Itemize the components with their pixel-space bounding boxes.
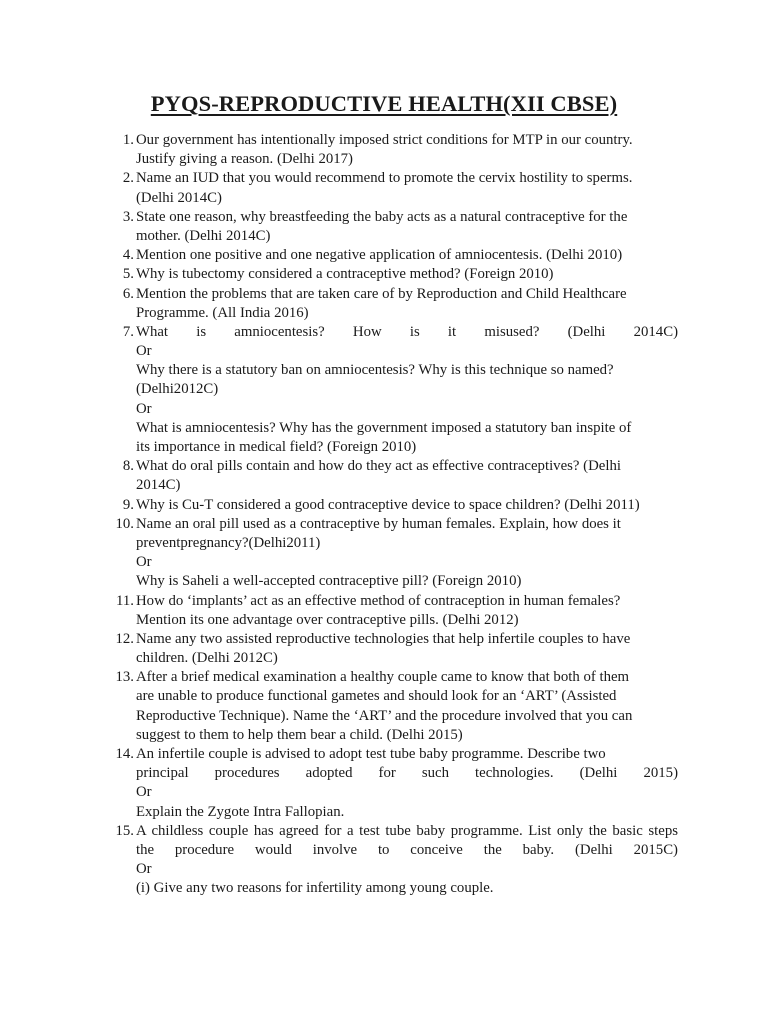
question-number: 10. bbox=[115, 515, 134, 532]
question-line bbox=[108, 496, 678, 515]
question-number: 11. bbox=[116, 592, 134, 609]
question-number: 6. bbox=[122, 285, 134, 302]
question-line bbox=[108, 131, 678, 150]
question-line bbox=[108, 361, 678, 380]
question-text: What is amniocentesis? How is it misused? (Delhi 2014C) bbox=[136, 323, 678, 340]
question-number: 13. bbox=[115, 669, 134, 686]
question-number: 15. bbox=[115, 822, 134, 839]
question-text: suggest to them to help them bear a child. (Delhi 2015) bbox=[136, 726, 463, 743]
question-text: Mention one positive and one negative application of amniocentesis. (Delhi 2010) bbox=[136, 247, 623, 264]
question-text: Our government has intentionally imposed strict conditions for MTP in our country. bbox=[136, 132, 633, 148]
or-separator: Or bbox=[136, 343, 152, 360]
question-item bbox=[108, 265, 678, 284]
question-line bbox=[108, 169, 678, 188]
question-text: Name an oral pill used as a contraceptive by human females. Explain, how does it bbox=[136, 515, 621, 532]
question-line bbox=[108, 419, 678, 438]
question-item bbox=[108, 668, 678, 745]
question-text: are unable to produce functional gametes and should look for an ‘ART’ (Assisted bbox=[136, 688, 617, 705]
or-separator: Or bbox=[136, 861, 152, 878]
question-text: Why is tubectomy considered a contraceptive method? (Foreign 2010) bbox=[136, 266, 554, 283]
question-text: State one reason, why breastfeeding the baby acts as a natural contraceptive for the bbox=[136, 208, 628, 225]
question-text: Justify giving a reason. (Delhi 2017) bbox=[136, 151, 353, 168]
question-text: What do oral pills contain and how do they act as effective contraceptives? (Delhi bbox=[136, 458, 621, 475]
question-line bbox=[108, 285, 678, 304]
question-line bbox=[108, 611, 678, 630]
question-number: 8. bbox=[122, 458, 134, 475]
question-item bbox=[108, 745, 678, 822]
question-line bbox=[108, 342, 678, 361]
question-line bbox=[108, 879, 678, 898]
question-line bbox=[108, 745, 678, 764]
question-line bbox=[108, 265, 678, 284]
question-number: 9. bbox=[122, 496, 134, 513]
question-number: 2. bbox=[122, 170, 134, 187]
question-text: mother. (Delhi 2014C) bbox=[136, 227, 271, 244]
or-separator: Or bbox=[136, 400, 152, 417]
question-line bbox=[108, 553, 678, 572]
question-line bbox=[108, 841, 678, 860]
question-number: 7. bbox=[122, 323, 134, 340]
question-text: A childless couple has agreed for a test tube baby programme. List only the basic steps bbox=[136, 822, 678, 839]
question-line bbox=[108, 380, 678, 399]
question-text: Mention its one advantage over contraceptive pills. (Delhi 2012) bbox=[136, 611, 519, 628]
question-text: Why there is a statutory ban on amniocentesis? Why is this technique so named? bbox=[136, 362, 614, 379]
question-line bbox=[108, 783, 678, 802]
question-text: its importance in medical field? (Foreign 2010) bbox=[136, 439, 417, 455]
question-line bbox=[108, 630, 678, 649]
question-number: 1. bbox=[122, 132, 134, 148]
question-number: 12. bbox=[115, 630, 134, 647]
or-separator: Or bbox=[136, 784, 152, 801]
question-line bbox=[108, 649, 678, 668]
question-text: An infertile couple is advised to adopt test tube baby programme. Describe two bbox=[136, 746, 606, 762]
question-text: Why is Cu-T considered a good contraceptive device to space children? (Delhi 2011) bbox=[136, 496, 640, 513]
question-line bbox=[108, 304, 678, 323]
question-item bbox=[108, 822, 678, 899]
question-line bbox=[108, 515, 678, 534]
question-line bbox=[108, 227, 678, 246]
question-line bbox=[108, 803, 678, 822]
question-line bbox=[108, 534, 678, 553]
question-line bbox=[108, 150, 678, 169]
question-item bbox=[108, 323, 678, 457]
question-text: What is amniocentesis? Why has the government imposed a statutory ban inspite of bbox=[136, 419, 632, 436]
question-text: principal procedures adopted for such technologies. (Delhi 2015) bbox=[136, 765, 678, 782]
page-title: PYQS-REPRODUCTIVE HEALTH(XII CBSE) bbox=[150, 91, 618, 116]
question-item bbox=[108, 208, 678, 246]
question-text: the procedure would involve to conceive the baby. (Delhi 2015C) bbox=[136, 841, 678, 858]
question-item bbox=[108, 630, 678, 668]
question-text: Explain the Zygote Intra Fallopian. bbox=[136, 803, 345, 820]
question-text: How do ‘implants’ act as an effective method of contraception in human females? bbox=[136, 592, 621, 609]
question-line bbox=[108, 822, 678, 841]
question-text: 2014C) bbox=[136, 477, 181, 494]
question-number: 4. bbox=[122, 247, 134, 264]
question-line bbox=[108, 707, 678, 726]
question-line bbox=[108, 764, 678, 783]
question-line bbox=[108, 668, 678, 687]
question-text: Why is Saheli a well-accepted contraceptive pill? (Foreign 2010) bbox=[136, 573, 522, 590]
question-item bbox=[108, 131, 678, 169]
question-text: Programme. (All India 2016) bbox=[136, 304, 309, 321]
question-line bbox=[108, 860, 678, 879]
or-separator: Or bbox=[136, 554, 152, 571]
question-number: 14. bbox=[115, 746, 134, 762]
question-item bbox=[108, 285, 678, 323]
question-line bbox=[108, 189, 678, 208]
question-line bbox=[108, 592, 678, 611]
question-line bbox=[108, 687, 678, 706]
question-text: Reproductive Technique). Name the ‘ART’ and the procedure involved that you can bbox=[136, 707, 633, 724]
question-text: (i) Give any two reasons for infertility among young couple. bbox=[136, 880, 494, 897]
question-line bbox=[108, 476, 678, 495]
question-number: 5. bbox=[122, 266, 134, 283]
question-item bbox=[108, 592, 678, 630]
question-line bbox=[108, 400, 678, 419]
question-item bbox=[108, 246, 678, 265]
question-text: Name an IUD that you would recommend to promote the cervix hostility to sperms. bbox=[136, 170, 633, 187]
question-line bbox=[108, 246, 678, 265]
question-line bbox=[108, 457, 678, 476]
question-line bbox=[108, 438, 678, 457]
question-list bbox=[108, 131, 678, 899]
question-text: (Delhi2012C) bbox=[136, 381, 219, 398]
question-line bbox=[108, 323, 678, 342]
question-text: Mention the problems that are taken care of by Reproduction and Child Healthcare bbox=[136, 285, 627, 302]
question-text: Name any two assisted reproductive technologies that help infertile couples to have bbox=[136, 630, 631, 647]
question-item bbox=[108, 515, 678, 592]
question-text: children. (Delhi 2012C) bbox=[136, 650, 278, 667]
question-text: After a brief medical examination a healthy couple came to know that both of them bbox=[136, 669, 630, 686]
question-item bbox=[108, 496, 678, 515]
question-line bbox=[108, 208, 678, 227]
question-number: 3. bbox=[122, 208, 134, 225]
question-line bbox=[108, 726, 678, 745]
question-line bbox=[108, 572, 678, 591]
question-item bbox=[108, 169, 678, 207]
question-item bbox=[108, 457, 678, 495]
question-text: (Delhi 2014C) bbox=[136, 189, 222, 206]
question-text: preventpregnancy?(Delhi2011) bbox=[136, 534, 321, 551]
